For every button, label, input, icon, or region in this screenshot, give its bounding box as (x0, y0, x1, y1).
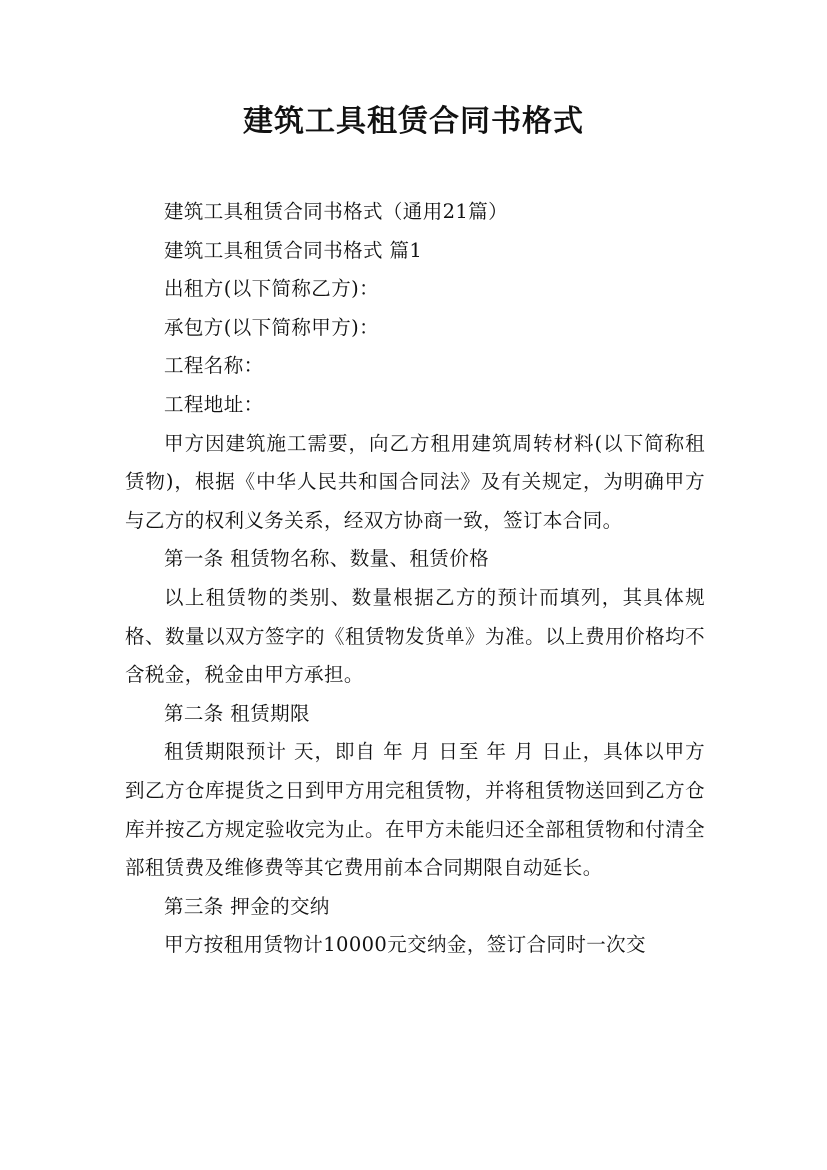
paragraph-article-3-heading: 第三条 押金的交纳 (164, 894, 330, 918)
paragraph-article-1-body: 以上租赁物的类别、数量根据乙方的预计而填列，其具体规格、数量以双方签字的《租赁物发货单》为准。以上费用价格均不含税金，税金由甲方承担。 (125, 585, 705, 687)
paragraph-article-1-heading: 第一条 租赁物名称、数量、租赁价格 (164, 547, 489, 571)
document-body (125, 193, 705, 965)
paragraph-lessee: 承包方(以下简称甲方)： (164, 315, 380, 339)
paragraph-lessor: 出租方(以下简称乙方)： (164, 277, 380, 301)
paragraph-section-heading: 建筑工具租赁合同书格式 篇1 (164, 238, 423, 262)
paragraph-project-name: 工程名称： (164, 354, 264, 378)
paragraph-article-2-heading: 第二条 租赁期限 (164, 701, 310, 725)
paragraph-article-2-body: 租赁期限预计 天，即自 年 月 日至 年 月 日止，具体以甲方到乙方仓库提货之日到甲方用完租赁物，并将租赁物送回到乙方仓库并按乙方规定验收完为止。在甲方未能归还全部租赁物和付清全部租赁费及维修费等其它费用前本合同期限自动延长。 (125, 740, 705, 880)
paragraph-preamble: 甲方因建筑施工需要，向乙方租用建筑周转材料(以下简称租赁物)，根据《中华人民共和国合同法》及有关规定，为明确甲方与乙方的权利义务关系，经双方协商一致，签订本合同。 (125, 431, 705, 532)
paragraph-article-3-body: 甲方按租用赁物计10000元交纳金，签订合同时一次交 (164, 933, 646, 957)
paragraph-subtitle: 建筑工具租赁合同书格式（通用21篇） (164, 200, 509, 223)
paragraph-project-address: 工程地址： (164, 392, 264, 416)
document-title: 建筑工具租赁合同书格式 (243, 104, 584, 139)
